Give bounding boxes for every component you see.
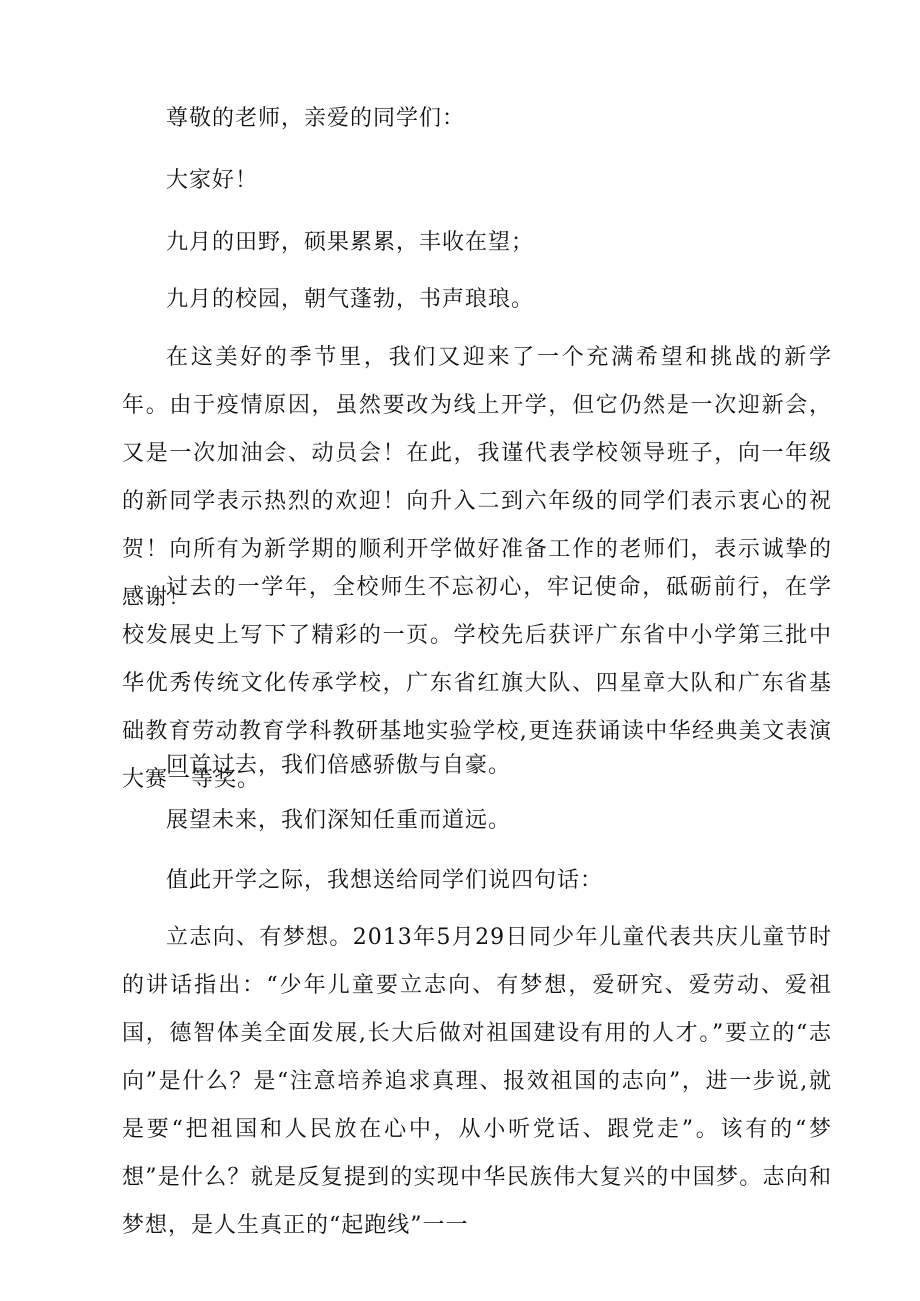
salutation-line: 尊敬的老师，亲爱的同学们： — [166, 106, 466, 131]
greeting-line: 大家好！ — [166, 168, 259, 193]
review-line: 回首过去，我们倍感骄傲与自豪。 — [166, 753, 512, 778]
paragraph-achievements: 过去的一学年，全校师生不忘初心，牢记使命，砥砺前行，在学校发展史上写下了精彩的一页。学校先后获评广东省中小学第三批中华优秀传统文化传承学校，广东省红旗大队、四星章大队和广东省基础教育劳动教育学科教研基地实验学校,更连获诵读中华经典美文表演大赛一等奖。 — [122, 575, 832, 792]
field-line: 九月的田野，硕果累累，丰收在望； — [166, 230, 535, 255]
campus-line: 九月的校园，朝气蓬勃，书声琅琅。 — [166, 287, 535, 312]
paragraph-welcome: 在这美好的季节里，我们又迎来了一个充满希望和挑战的新学年。由于疫情原因，虽然要改为线上开学，但它仍然是一次迎新会，又是一次加油会、动员会！在此，我谨代表学校领导班子，向一年级的新同学表示热烈的欢迎！向升入二到六年级的同学们表示衷心的祝贺！向所有为新学期的顺利开学做好准备工作的老师们，表示诚挚的感谢！ — [122, 345, 832, 610]
paragraph-ambition: 立志向、有梦想。2013年5月29日同少年儿童代表共庆儿童节时的讲话指出：“少年儿童要立志向、有梦想，爱研究、爱劳动、爱祖国，德智体美全面发展,长大后做对祖国建设有用的人才。”要立的“志向”是什么？是“注意培养追求真理、报效祖国的志向”，进一步说,就是要“把祖国和人民放在心中，从小听党话、跟党走”。该有的“梦想”是什么？就是反复提到的实现中华民族伟大复兴的中国梦。志向和梦想，是人生真正的“起跑线”一一 — [122, 925, 832, 1238]
outlook-line: 展望未来，我们深知任重而道远。 — [166, 808, 512, 833]
intro-four-sentences-line: 值此开学之际，我想送给同学们说四句话： — [166, 868, 604, 893]
